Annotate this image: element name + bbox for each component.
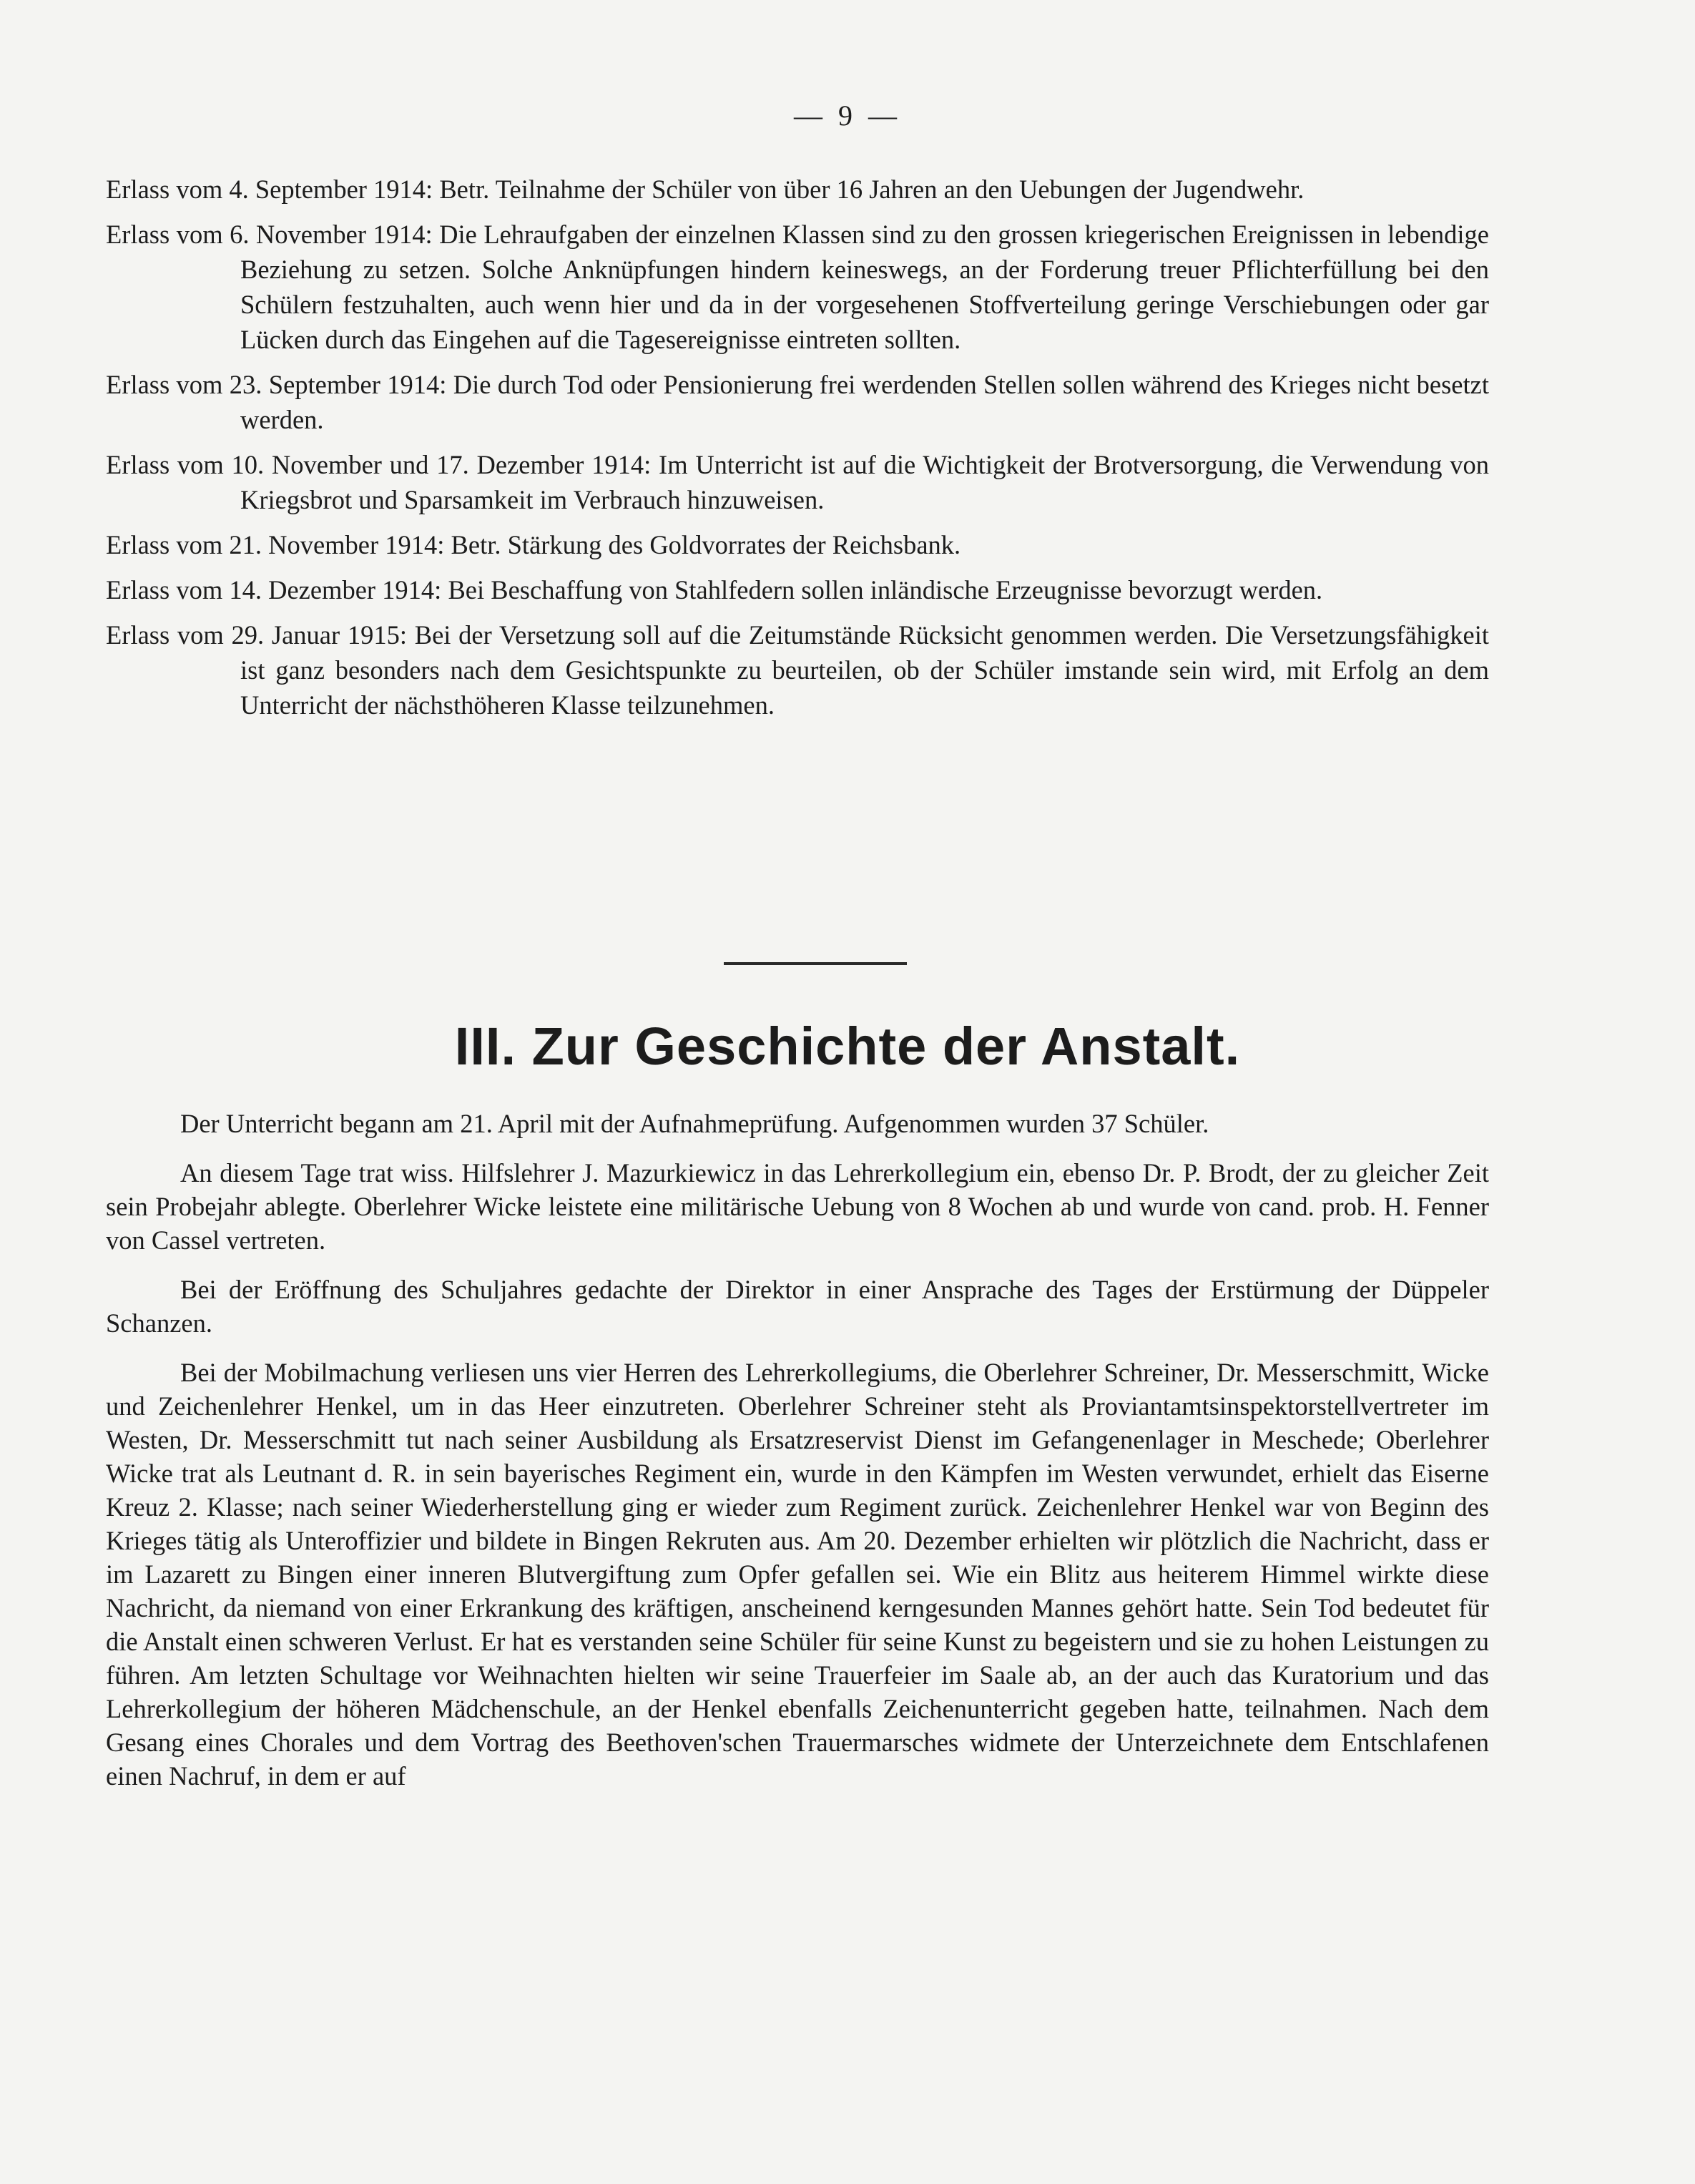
decree-text: Bei der Versetzung soll auf die Zeitumstände Rücksicht genommen werden. Die Versetzungsfähigkeit ist ganz besonders nach dem Gesichtspunkte zu beurteilen, ob der Schüler imstande sein wird, mit Erfolg an dem Unterricht der nächsthöheren Klasse teilzunehmen. — [240, 620, 1489, 720]
decree-text: Betr. Stärkung des Goldvorrates der Reichsbank. — [451, 530, 961, 559]
decree-date: Erlass vom 23. September 1914: — [106, 370, 447, 399]
decree-item — [106, 617, 1489, 723]
decree-item — [106, 367, 1489, 437]
section-divider — [724, 962, 907, 965]
decree-list — [106, 172, 1489, 733]
page-number: — 9 — — [794, 99, 901, 132]
decree-text: Im Unterricht ist auf die Wichtigkeit der Brotversorgung, die Verwendung von Kriegsbrot und Sparsamkeit im Verbrauch hinzuweisen. — [240, 450, 1490, 514]
decree-date: Erlass vom 14. Dezember 1914: — [106, 575, 442, 604]
decree-date: Erlass vom 10. November und 17. Dezember 1914: — [106, 450, 652, 479]
decree-date: Erlass vom 4. September 1914: — [106, 175, 433, 204]
decree-text: Betr. Teilnahme der Schüler von über 16 Jahren an den Uebungen der Jugendwehr. — [439, 175, 1305, 204]
decree-text: Die durch Tod oder Pensionierung frei werdenden Stellen sollen während des Krieges nicht besetzt werden. — [240, 370, 1489, 434]
decree-item — [106, 572, 1489, 607]
decree-text: Die Lehraufgaben der einzelnen Klassen sind zu den grossen kriegerischen Ereignissen in lebendige Beziehung zu setzen. Solche Anknüpfungen hindern keineswegs, an der Forderung treuer Pflichterfüllung bei den Schülern festzuhalten, auch wenn hier und da in der vorgesehenen Stoffverteilung geringe Verschiebungen oder gar Lücken durch das Eingehen auf die Tagesereignisse eintreten sollten. — [240, 220, 1490, 354]
decree-item — [106, 217, 1489, 357]
body-paragraph: Bei der Eröffnung des Schuljahres gedachte der Direktor in einer Ansprache des Tages der Erstürmung der Düppeler Schanzen. — [106, 1275, 1489, 1338]
body-paragraph: Der Unterricht begann am 21. April mit der Aufnahmeprüfung. Aufgenommen wurden 37 Schüler. — [180, 1109, 1209, 1138]
decree-text: Bei Beschaffung von Stahlfedern sollen inländische Erzeugnisse bevorzugt werden. — [448, 575, 1323, 604]
section-heading: III. Zur Geschichte der Anstalt. — [454, 1017, 1241, 1076]
section-body — [106, 1107, 1489, 1808]
decree-item — [106, 527, 1489, 562]
decree-date: Erlass vom 29. Januar 1915: — [106, 620, 408, 650]
decree-date: Erlass vom 6. November 1914: — [106, 220, 433, 249]
body-paragraph: An diesem Tage trat wiss. Hilfslehrer J. Mazurkiewicz in das Lehrerkollegium ein, ebenso Dr. P. Brodt, der zu gleicher Zeit sein Probejahr ablegte. Oberlehrer Wicke leistete eine militärische Uebung von 8 Wochen ab und wurde von cand. prob. H. Fenner von Cassel vertreten. — [106, 1158, 1489, 1255]
decree-date: Erlass vom 21. November 1914: — [106, 530, 445, 559]
body-paragraph: Bei der Mobilmachung verliesen uns vier Herren des Lehrerkollegiums, die Oberlehrer Schreiner, Dr. Messerschmitt, Wicke und Zeichenlehrer Henkel, um in das Heer einzutreten. Oberlehrer Schreiner steht als Proviantamtsinspektorstellvertreter im Westen, Dr. Messerschmitt tut nach seiner Ausbildung als Ersatzreservist Dienst im Gefangenenlager in Meschede; Oberlehrer Wicke trat als Leutnant d. R. in sein bayerisches Regiment ein, wurde in den Kämpfen im Westen verwundet, erhielt das Eiserne Kreuz 2. Klasse; nach seiner Wiederherstellung ging er wieder zum Regiment zurück. Zeichenlehrer Henkel war von Beginn des Krieges tätig als Unteroffizier und bildete in Bingen Rekruten aus. Am 20. Dezember erhielten wir plötzlich die Nachricht, dass er im Lazarett zu Bingen einer inneren Blutvergiftung zum Opfer gefallen sei. Wie ein Blitz aus heiterem Himmel wirkte diese Nachricht, da niemand von einer Erkrankung des kräftigen, anscheinend kerngesunden Mannes gehört hatte. Sein Tod bedeutet für die Anstalt einen schweren Verlust. Er hat es verstanden seine Schüler für seine Kunst zu begeistern und sie zu hohen Leistungen zu führen. Am letzten Schultage vor Weihnachten hielten wir seine Trauerfeier im Saale ab, an der auch das Kuratorium und das Lehrerkollegium der höheren Mädchenschule, an der Henkel ebenfalls Zeichenunterricht gegeben hatte, teilnahmen. Nach dem Gesang eines Chorales und dem Vortrag des Beethoven'schen Trauermarsches widmete der Unterzeichnete dem Entschlafenen einen Nachruf, in dem er auf — [106, 1358, 1489, 1791]
decree-item — [106, 172, 1489, 207]
decree-item — [106, 447, 1489, 517]
